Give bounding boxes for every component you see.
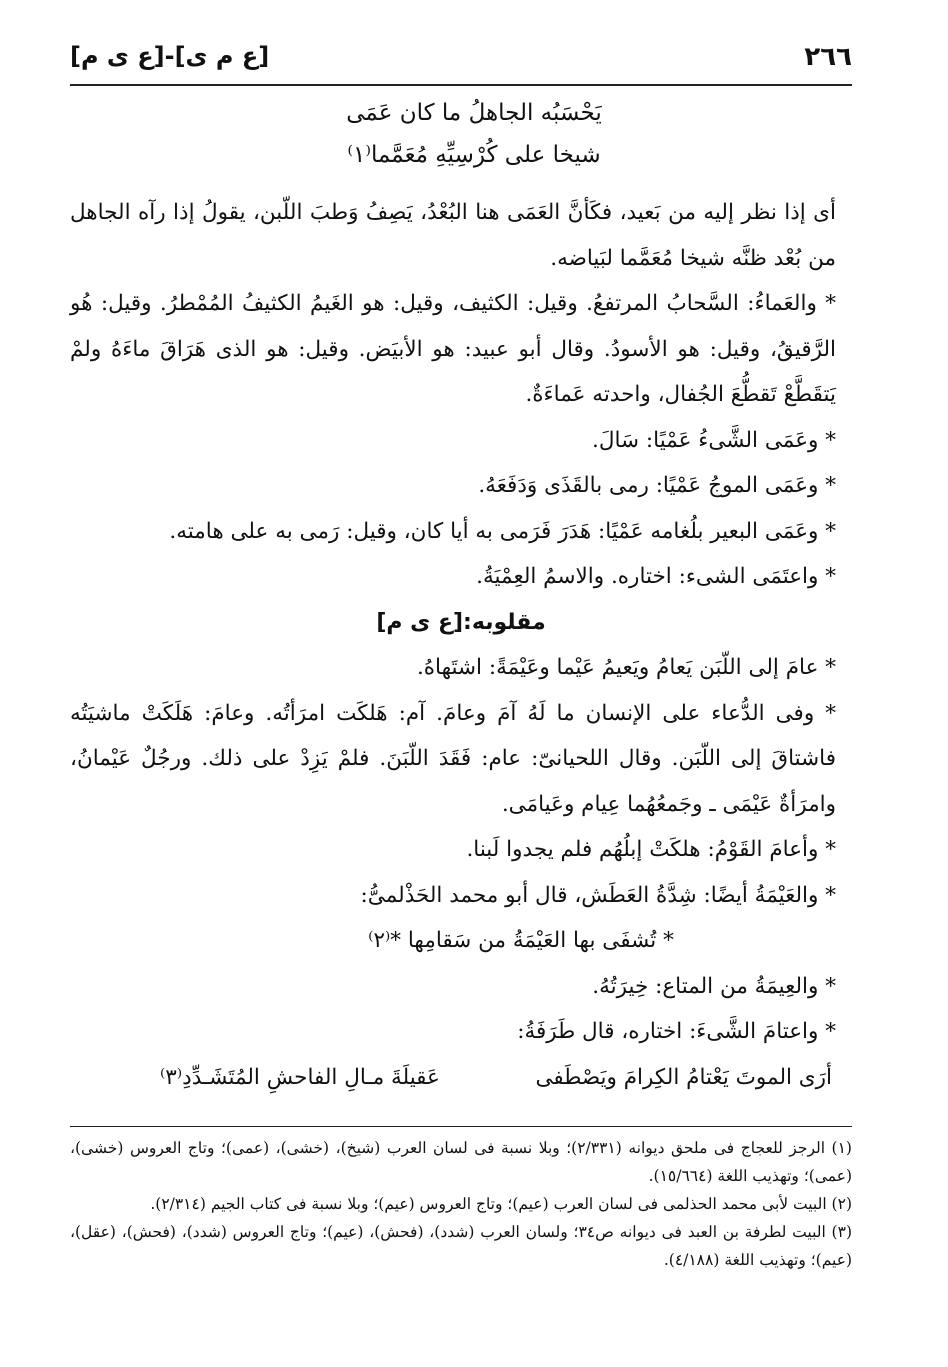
paragraph: * عامَ إلى اللّبَن يَعامُ ويَعيمُ عَيْما وعَيْمَةً: اشتَهاهُ.	[416, 655, 836, 680]
main-text	[70, 190, 852, 1100]
footnote-rule	[70, 1126, 852, 1127]
running-head: [ع م ى]-[ع ى م]	[70, 42, 270, 70]
paragraph: * وعَمَى الشَّىءُ عَمْيًا: سَالَ.	[592, 427, 836, 453]
paragraph: * والعَيْمَةُ أيضًا: شِدَّةُ العَطَش، قال أبو محمد الحَذْلمىُّ:	[360, 882, 836, 908]
paragraph: * واعتامَ الشَّىءَ: اختاره، قال طَرَفَةُ:	[517, 1019, 836, 1044]
header-rule	[70, 84, 852, 86]
hemistich-second: عَقيلَةَ مـالِ الفاحشِ المُتَشَـدِّدِ⁽٣⁾	[160, 1064, 440, 1090]
paragraph: * والعَماءُ: السَّحابُ المرتفعُ. وقيل: الكثيف، وقيل: هو الغَيمُ الكثيفُ المُمْطرُ. وقيل: هُو الرَّقيقُ، وقيل: هو الأسودُ. وقال أبو عبيد: هو الأبيَض. وقيل: هو الذى هَرَاقَ ماءَهُ ولمْ يَتقَطَّعْ تَقطُّعَ الجُفال، واحدته عَماءَةٌ.	[70, 291, 836, 407]
section-heading: مقلوبه:[ع ى م]	[376, 609, 546, 635]
footnote: (٢) البيت لأبى محمد الحذلمى فى لسان العرب (عيم)؛ وتاج العروس (عيم)؛ وبلا نسبة فى كتاب الجيم (٢/٣١٤).	[150, 1195, 852, 1213]
footnote: (١) الرجز للعجاج فى ملحق ديوانه (٢/٣٣١)؛ وبلا نسبة فى لسان العرب (شيخ)، (خشى)، (عمى)؛ وتاج العروس (خشى)، (عمى)؛ وتهذيب اللغة (١٥/٦٦٤).	[70, 1139, 852, 1185]
verse-line-2: شيخا على كُرْسِيِّهِ مُعَمَّما⁽١⁾	[347, 142, 601, 168]
paragraph: * وأعامَ القَوْمُ: هلكَتْ إبلُهُم فلم يجدوا لَبنا.	[466, 837, 836, 862]
poem-verse	[70, 1055, 852, 1101]
paragraph: * وفى الدُّعاء على الإنسان ما لَهُ آمَ وعامَ. آم: هَلكَت امرَأتُه. وعامَ: هَلَكَتْ ماشيَتُه فاشتاقَ إلى اللّبَن. وقال اللحيانىّ: عام: فَقَدَ اللّبَنَ. فلمْ يَزِدْ على ذلك. ورجُلٌ عَيْمانُ، وامرَأةٌ عَيْمَى ـ وجَمعُهُما عِيام وعَيامَى.	[70, 700, 836, 817]
page-header	[70, 42, 852, 82]
quoted-verse: * تُشفَى بها العَيْمَةُ من سَقامِها *⁽٢⁾	[368, 928, 674, 953]
footnotes	[70, 1134, 852, 1274]
paragraph: * وعَمَى الموجُ عَمْيًا: رمى بالقَذَى وَدَفَعَهُ.	[478, 473, 836, 498]
footnote: (٣) البيت لطرفة بن العبد فى ديوانه ص٣٤؛ ولسان العرب (شدد)، (فحش)، (عيم)؛ وتاج العروس (شدد)، (فحش)، (عقل)، (عيم)؛ وتهذيب اللغة (٤/١٨٨).	[70, 1223, 852, 1269]
paragraph: * والعِيمَةُ من المتاع: خِيرَتُهُ.	[592, 973, 836, 999]
verse-line-1: يَحْسَبُه الجاهلُ ما كان عَمَى	[346, 100, 602, 126]
paragraph: * واعتَمَى الشىء: اختاره. والاسمُ العِمْيَةُ.	[476, 564, 836, 589]
paragraph: * وعَمَى البعير بلُغامه عَمْيًا: هَدَرَ فَرَمى به أيا كان، وقيل: رَمى به على هامته.	[169, 518, 836, 544]
paragraph: أى إذا نظر إليه من بَعيد، فكَأنَّ العَمَى هنا البُعْدُ، يَصِفُ وَطبَ اللّبن، يقولُ إذا رآه الجاهل من بُعْد ظنَّه شيخا مُعَمَّما لبَياضه.	[70, 200, 836, 271]
hemistich-first: أرَى الموتَ يَعْتامُ الكِرامَ ويَصْطَفى	[535, 1064, 832, 1090]
page-number: ٢٦٦	[804, 42, 852, 72]
